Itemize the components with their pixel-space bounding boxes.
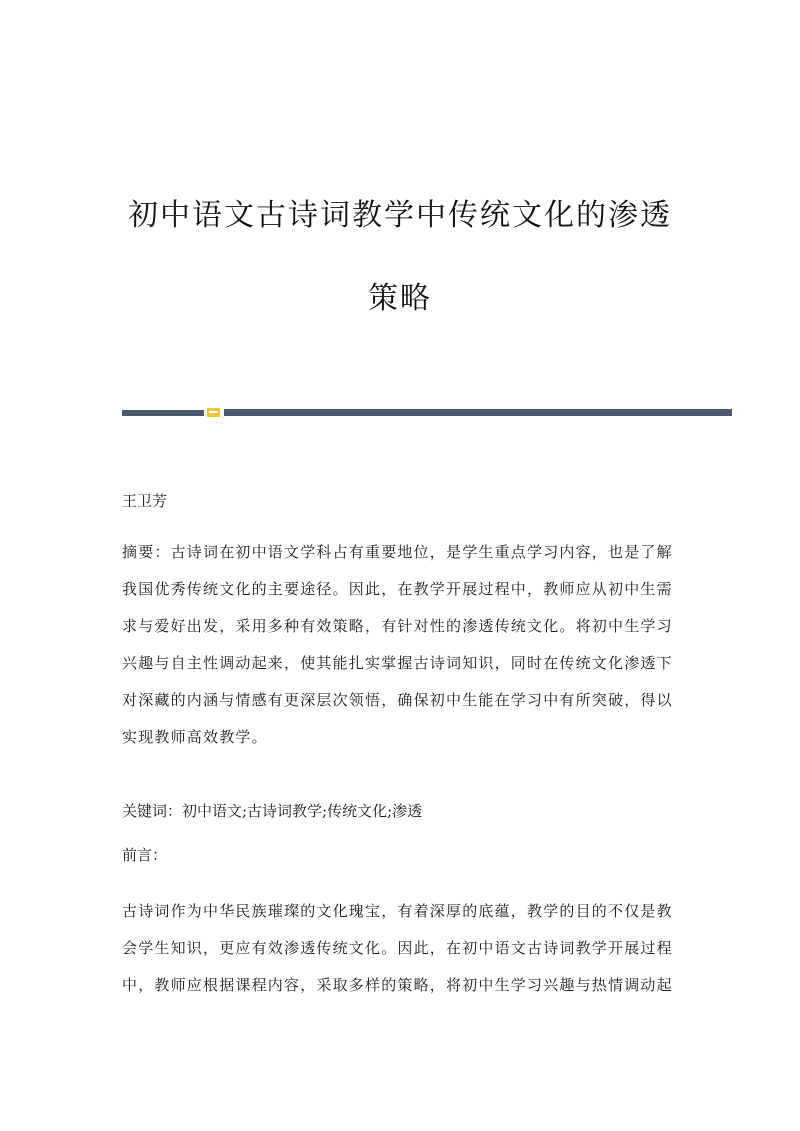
body-line: 古诗词作为中华民族璀璨的文化瑰宝，有着深厚的底蕴，教学的目的不仅是教 <box>122 902 673 920</box>
body-paragraph <box>122 893 682 1004</box>
body-line: 会学生知识，更应有效渗透传统文化。因此，在初中语文古诗词教学开展过程 <box>122 939 673 957</box>
divider-bar-right <box>224 409 732 416</box>
preface-heading: 前言： <box>122 846 168 864</box>
abstract-line: 兴趣与自主性调动起来，使其能扎实掌握古诗词知识，同时在传统文化渗透下 <box>122 654 673 672</box>
divider-bar-left <box>122 410 204 416</box>
body-line: 中，教师应根据课程内容，采取多样的策略，将初中生学习兴趣与热情调动起 <box>122 976 673 994</box>
abstract-line: 摘要：古诗词在初中语文学科占有重要地位，是学生重点学习内容，也是了解 <box>122 543 673 561</box>
title-divider <box>122 408 732 416</box>
abstract-line: 我国优秀传统文化的主要途径。因此，在教学开展过程中，教师应从初中生需 <box>122 580 673 598</box>
abstract-line: 求与爱好出发，采用多种有效策略，有针对性的渗透传统文化。将初中生学习 <box>122 617 673 635</box>
document-badge-icon <box>207 408 220 417</box>
abstract-line: 实现教师高效教学。 <box>122 728 268 746</box>
document-title-line-2: 策略 <box>368 281 432 316</box>
author-name: 王卫芳 <box>122 492 168 510</box>
abstract-paragraph <box>122 534 682 756</box>
keywords: 关键词：初中语文;古诗词教学;传统文化;渗透 <box>122 802 423 820</box>
abstract-line: 对深藏的内涵与情感有更深层次领悟，确保初中生能在学习中有所突破，得以 <box>122 691 673 709</box>
document-title-line-1: 初中语文古诗词教学中传统文化的渗透 <box>128 198 672 233</box>
